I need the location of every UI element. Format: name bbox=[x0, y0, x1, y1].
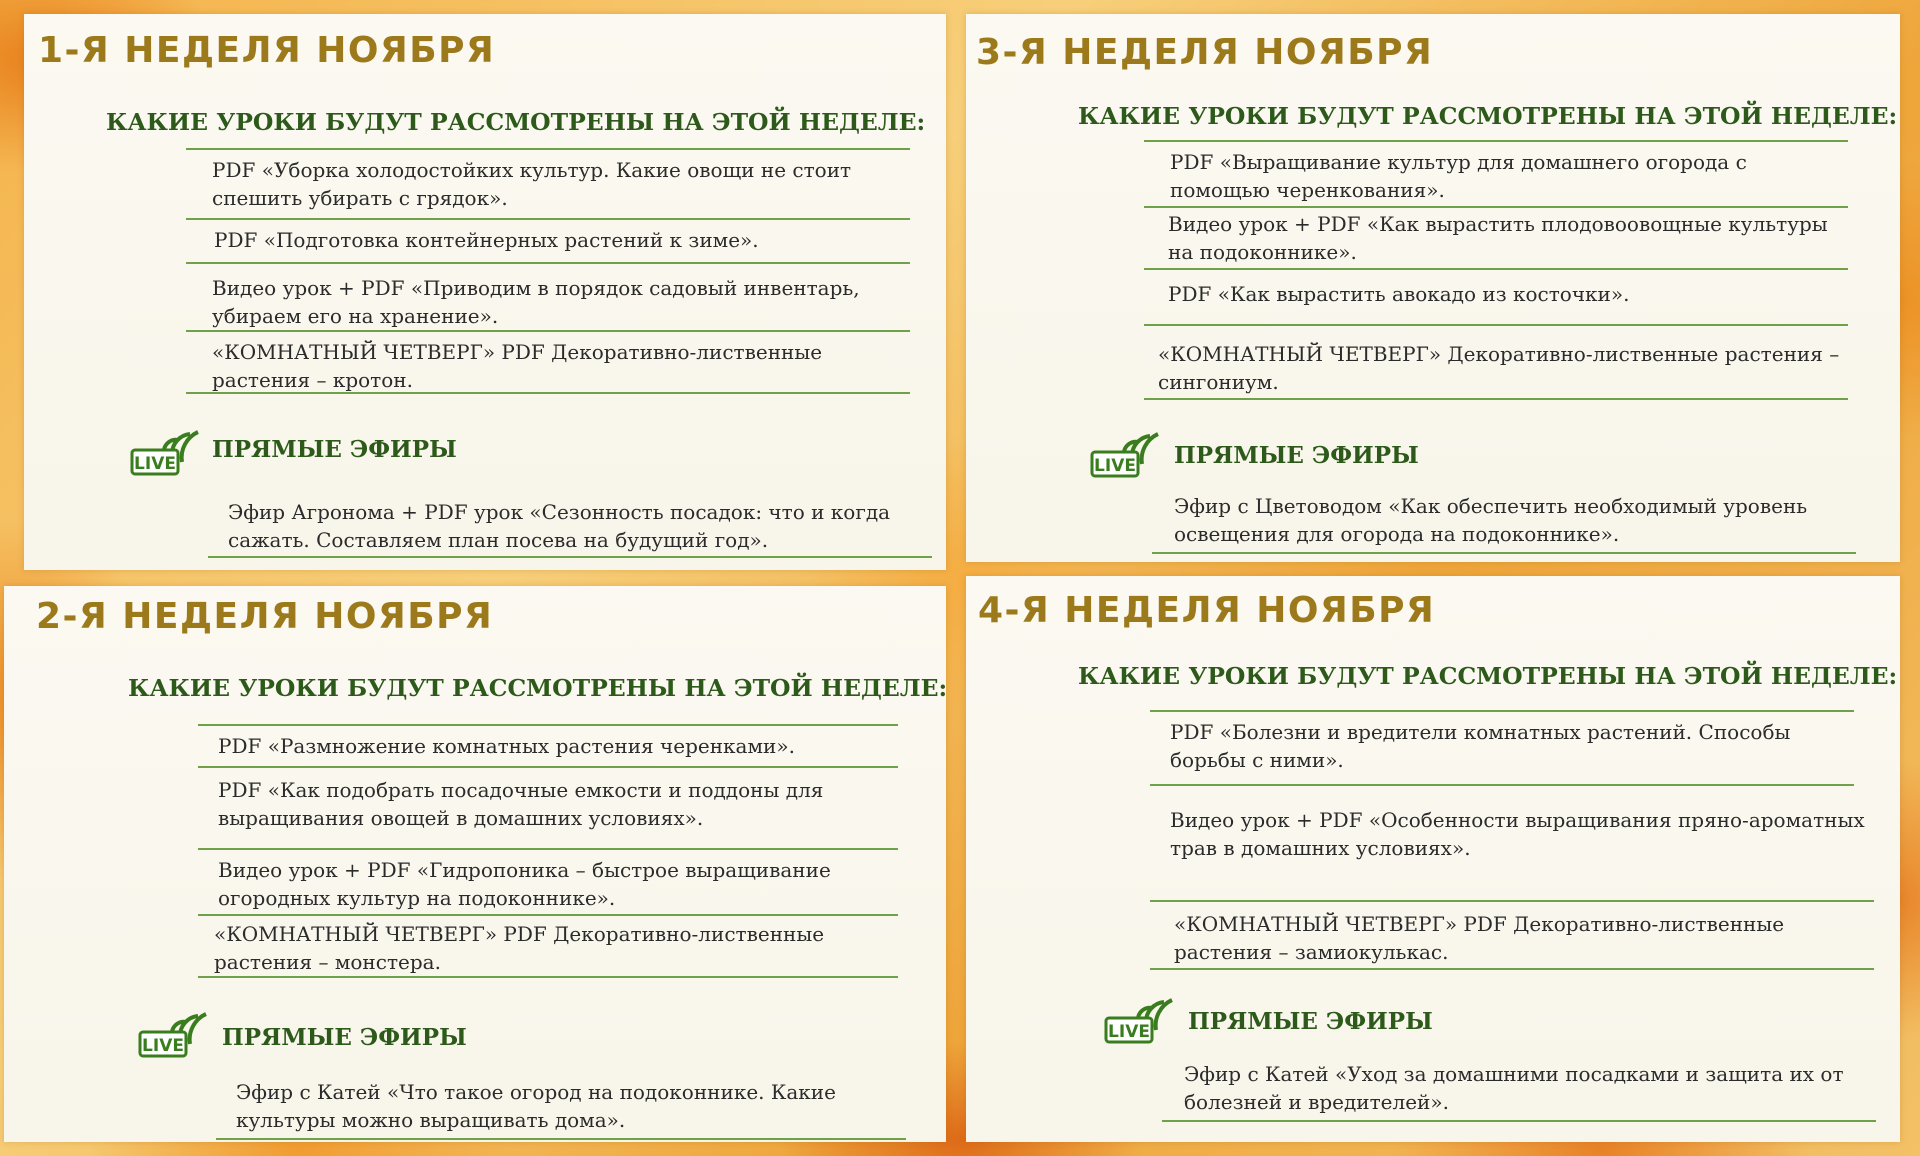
lesson-item bbox=[186, 148, 910, 220]
lesson-text: PDF «Выращивание культур для домашнего огорода с помощью черенкования». bbox=[1170, 150, 1747, 202]
week-1-lessons-heading: КАКИЕ УРОКИ БУДУТ РАССМОТРЕНЫ НА ЭТОЙ НЕДЕЛЕ: bbox=[106, 108, 926, 136]
lesson-item bbox=[186, 220, 910, 264]
live-text: Эфир с Катей «Что такое огород на подоконнике. Какие культуры можно выращивать дома». bbox=[236, 1080, 836, 1132]
week-3-live-heading: ПРЯМЫЕ ЭФИРЫ bbox=[1174, 442, 1419, 469]
live-text: Эфир с Цветоводом «Как обеспечить необходимый уровень освещения для огорода на подоконнике». bbox=[1174, 494, 1808, 546]
lesson-text: PDF «Уборка холодостойких культур. Какие овощи не стоит спешить убирать с грядок». bbox=[212, 158, 852, 210]
lesson-text: «КОМНАТНЫЙ ЧЕТВЕРГ» PDF Декоративно-лиственные растения – замиокулькас. bbox=[1174, 912, 1785, 964]
week-2-lessons-heading: КАКИЕ УРОКИ БУДУТ РАССМОТРЕНЫ НА ЭТОЙ НЕДЕЛЕ: bbox=[128, 674, 948, 702]
week-2-live-heading: ПРЯМЫЕ ЭФИРЫ bbox=[222, 1024, 467, 1051]
lesson-text: PDF «Болезни и вредители комнатных растений. Способы борьбы с ними». bbox=[1170, 720, 1791, 772]
lesson-item bbox=[186, 332, 910, 394]
live-item bbox=[1162, 1052, 1876, 1122]
live-icon bbox=[138, 1010, 210, 1060]
live-badge-text: LIVE bbox=[142, 1036, 184, 1056]
lesson-item bbox=[1150, 902, 1874, 970]
live-text: Эфир с Катей «Уход за домашними посадками и защита их от болезней и вредителей». bbox=[1184, 1062, 1844, 1114]
lesson-text: «КОМНАТНЫЙ ЧЕТВЕРГ» PDF Декоративно-лиственные растения – кротон. bbox=[212, 340, 823, 392]
lesson-item bbox=[186, 264, 910, 332]
live-item bbox=[208, 490, 932, 558]
week-4-live-heading: ПРЯМЫЕ ЭФИРЫ bbox=[1188, 1008, 1433, 1035]
live-icon bbox=[130, 428, 202, 478]
lesson-item bbox=[198, 916, 898, 978]
lesson-text: «КОМНАТНЫЙ ЧЕТВЕРГ» PDF Декоративно-лиственные растения – монстера. bbox=[214, 922, 825, 974]
live-badge-text: LIVE bbox=[1094, 456, 1136, 476]
live-icon bbox=[1090, 430, 1162, 480]
week-1-card bbox=[24, 14, 946, 570]
lesson-item bbox=[198, 850, 898, 916]
lesson-item bbox=[1144, 326, 1848, 400]
lesson-item bbox=[1150, 710, 1854, 786]
week-4-title: 4-Я НЕДЕЛЯ НОЯБРЯ bbox=[978, 590, 1436, 631]
lesson-text: Видео урок + PDF «Как вырастить плодовоовощные культуры на подоконнике». bbox=[1168, 212, 1828, 264]
week-3-title: 3-Я НЕДЕЛЯ НОЯБРЯ bbox=[976, 32, 1434, 73]
week-4-lessons-heading: КАКИЕ УРОКИ БУДУТ РАССМОТРЕНЫ НА ЭТОЙ НЕДЕЛЕ: bbox=[1078, 662, 1898, 690]
live-icon bbox=[1104, 996, 1176, 1046]
lesson-text: Видео урок + PDF «Особенности выращивания пряно-ароматных трав в домашних условиях». bbox=[1170, 808, 1865, 860]
lesson-text: Видео урок + PDF «Гидропоника – быстрое выращивание огородных культур на подоконнике». bbox=[218, 858, 831, 910]
live-item bbox=[1152, 486, 1856, 554]
lesson-text: Видео урок + PDF «Приводим в порядок садовый инвентарь, убираем его на хранение». bbox=[212, 276, 860, 328]
lesson-item bbox=[198, 768, 898, 850]
lesson-text: «КОМНАТНЫЙ ЧЕТВЕРГ» Декоративно-лиственные растения – сингониум. bbox=[1158, 342, 1840, 394]
lesson-item bbox=[1144, 270, 1848, 326]
live-badge-text: LIVE bbox=[1108, 1022, 1150, 1042]
week-1-title: 1-Я НЕДЕЛЯ НОЯБРЯ bbox=[38, 30, 496, 71]
lesson-text: PDF «Размножение комнатных растения черенками». bbox=[218, 734, 795, 758]
lesson-item bbox=[1144, 140, 1848, 208]
lesson-item bbox=[1150, 786, 1874, 902]
week-3-card bbox=[966, 14, 1900, 562]
week-2-card bbox=[4, 586, 946, 1142]
lesson-text: PDF «Как подобрать посадочные емкости и поддоны для выращивания овощей в домашних условиях». bbox=[218, 778, 824, 830]
week-2-title: 2-Я НЕДЕЛЯ НОЯБРЯ bbox=[36, 596, 494, 637]
live-badge-text: LIVE bbox=[134, 454, 176, 474]
live-item bbox=[216, 1074, 906, 1140]
week-1-live-heading: ПРЯМЫЕ ЭФИРЫ bbox=[212, 436, 457, 463]
lesson-text: PDF «Подготовка контейнерных растений к зиме». bbox=[214, 228, 759, 252]
lesson-item bbox=[1144, 208, 1848, 270]
week-3-lessons-heading: КАКИЕ УРОКИ БУДУТ РАССМОТРЕНЫ НА ЭТОЙ НЕДЕЛЕ: bbox=[1078, 102, 1898, 130]
lesson-text: PDF «Как вырастить авокадо из косточки». bbox=[1168, 282, 1630, 306]
live-text: Эфир Агронома + PDF урок «Сезонность посадок: что и когда сажать. Составляем план посева на будущий год». bbox=[228, 500, 891, 552]
week-4-card bbox=[966, 576, 1900, 1142]
lesson-item bbox=[198, 724, 898, 768]
